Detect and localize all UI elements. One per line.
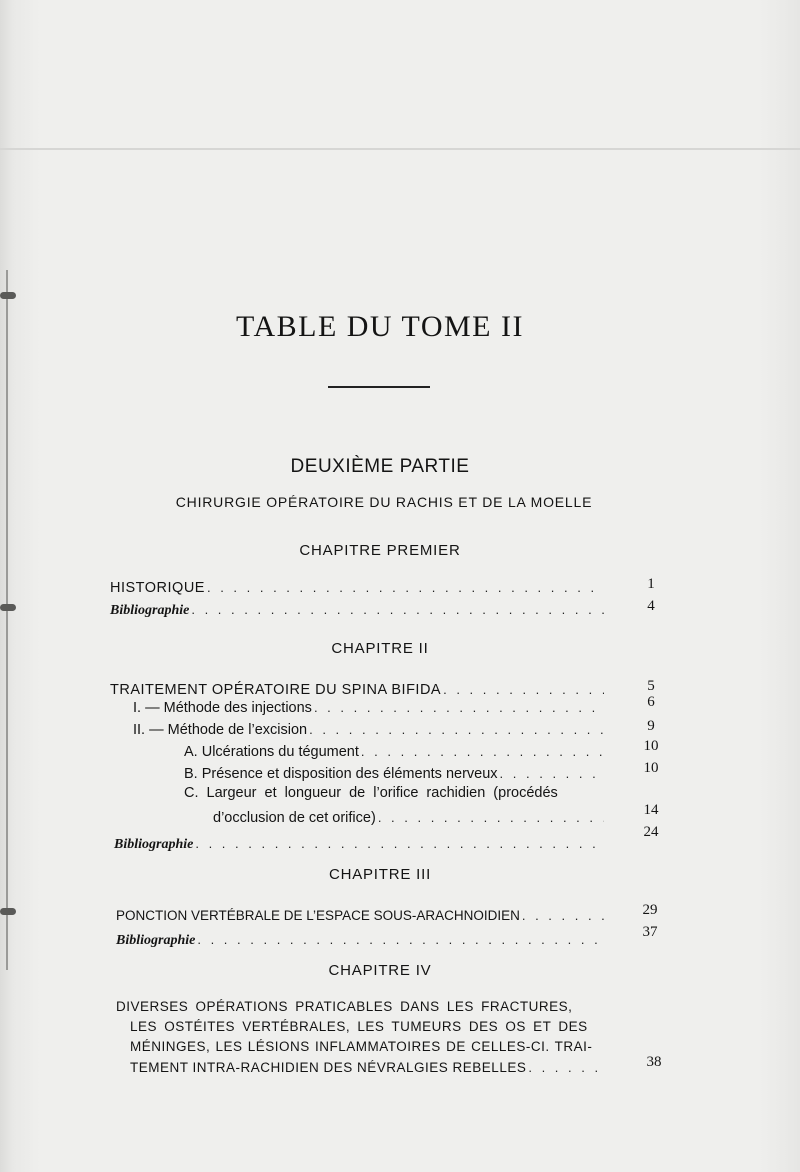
leader-dots [191, 600, 604, 620]
entry-text: II. — Méthode de l’excision [133, 722, 308, 738]
page-number: 10 [643, 738, 659, 754]
leader-dots [528, 1058, 608, 1078]
toc-entry[interactable] [133, 698, 604, 718]
binding-thread [0, 604, 16, 611]
toc-entry-line[interactable]: C. Largeur et longueur de l’orifice rachidien (procédés [184, 785, 558, 801]
leader-dots [522, 906, 604, 926]
toc-entry[interactable] [114, 834, 604, 854]
toc-entry-line[interactable]: DIVERSES OPÉRATIONS PRATICABLES DANS LES FRACTURES, [116, 999, 573, 1014]
leader-dots [378, 808, 604, 828]
binding-edge [6, 270, 8, 970]
page-crease [0, 148, 800, 150]
entry-text: TRAITEMENT OPÉRATOIRE DU SPINA BIFIDA [110, 682, 442, 698]
page-number: 9 [647, 718, 655, 734]
leader-dots [207, 578, 604, 598]
toc-entry[interactable] [110, 600, 604, 620]
entry-text: Bibliographie [114, 837, 194, 852]
toc-entry[interactable] [130, 1058, 608, 1078]
page-number: 5 [647, 678, 655, 694]
toc-entry[interactable] [213, 808, 604, 828]
toc-entry[interactable] [110, 680, 604, 700]
entry-text: B. Présence et disposition des éléments nerveux [184, 766, 498, 782]
entry-text: d’occlusion de cet orifice) [213, 810, 376, 826]
toc-entry-line[interactable]: MÉNINGES, LES LÉSIONS INFLAMMATOIRES DE CELLES-CI. TRAI- [130, 1039, 593, 1054]
leader-dots [443, 680, 604, 700]
part-subtitle: CHIRURGIE OPÉRATOIRE DU RACHIS ET DE LA MOELLE [175, 494, 593, 510]
chapter-heading: CHAPITRE PREMIER [299, 542, 461, 559]
chapter-heading: CHAPITRE II [331, 640, 429, 657]
toc-entry[interactable] [184, 742, 604, 762]
leader-dots [314, 698, 604, 718]
page-number: 6 [647, 694, 655, 710]
part-heading: DEUXIÈME PARTIE [290, 456, 470, 477]
toc-entry[interactable] [116, 930, 604, 950]
entry-text: PONCTION VERTÉBRALE DE L’ESPACE SOUS-ARACHNOIDIEN [116, 908, 520, 923]
binding-thread [0, 292, 16, 299]
page-number: 4 [647, 598, 655, 614]
leader-dots [500, 764, 604, 784]
page-number: 14 [643, 802, 659, 818]
toc-entry-line[interactable]: LES OSTÉITES VERTÉBRALES, LES TUMEURS DES OS ET DES [130, 1019, 588, 1034]
entry-text: I. — Méthode des injections [133, 700, 312, 716]
entry-text: HISTORIQUE [110, 580, 205, 596]
chapter-heading: CHAPITRE III [328, 866, 432, 883]
binding-thread [0, 908, 16, 915]
toc-entry[interactable] [110, 578, 604, 598]
toc-entry[interactable] [133, 720, 604, 740]
toc-entry[interactable] [116, 906, 604, 926]
leader-dots [195, 834, 604, 854]
entry-text: A. Ulcérations du tégument [184, 744, 359, 760]
page-number: 1 [647, 576, 655, 592]
page-number: 37 [642, 924, 658, 940]
page-number: 29 [642, 902, 658, 918]
entry-text: Bibliographie [116, 933, 196, 948]
leader-dots [197, 930, 604, 950]
entry-text: Bibliographie [110, 603, 190, 618]
title-rule [328, 386, 430, 388]
page-number: 38 [646, 1054, 662, 1070]
page-number: 10 [643, 760, 659, 776]
chapter-heading: CHAPITRE IV [328, 962, 432, 979]
page-title: TABLE DU TOME II [236, 310, 524, 343]
toc-entry[interactable] [184, 764, 604, 784]
leader-dots [309, 720, 604, 740]
leader-dots [361, 742, 604, 762]
entry-text: TEMENT INTRA-RACHIDIEN DES NÉVRALGIES REBELLES [130, 1060, 527, 1075]
page-number: 24 [643, 824, 659, 840]
